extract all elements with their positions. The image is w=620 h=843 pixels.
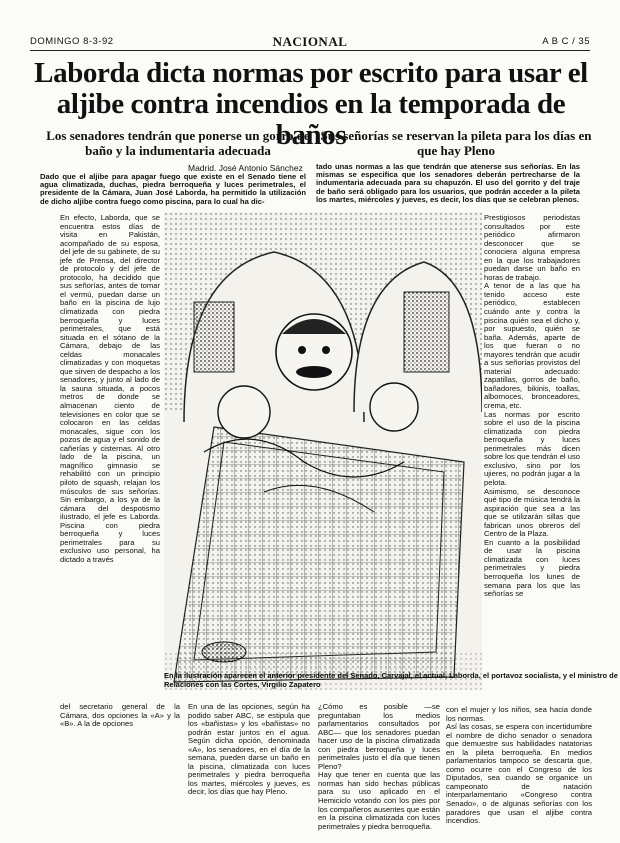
body-column-3: ¿Cómo es posible —se preguntaban los medios parlamentarios consultados por ABC— que los senadores puedan hacer uso de la piscina climatizada con piedra berroqueña y luces perimetrales justo el día que tienen Pleno? Hay que tener en cuenta que las normas han sido hechas públicas para su uso aplicado en el Hemiciclo votando con los pies por los compañeros ausentes que están en la piscina climatizada con luces perimetrales y piedra berroqueña. [318,702,441,831]
body-column-5: Prestigiosos periodistas consultados por este periódico afirmaron desconocer que se conociera alguna empresa en la que los trabajadores puedan darse un baño en horas de trabajo. A tenor de a las que ha tenido acceso este periódico, establecen cuándo ante y contra la piscina quién sea el dicho y, por supuesto, quién se baña. Además, aparte de los que fueran o no mayores tendrán que acudir a sus señorías provistos del material adecuado: zapatillas, gorros de baño, bañadores, bikinis, toallas, albornoces, bronceadores, crema, etc. Las normas por escrito sobre el uso de la piscina climatizada con piedra berroqueña y luces perimetrales más dicen sobre los que tendrán el uso exclusivo, sino por los ujieres, no podrán jugar a la pelota. Asimismo, se desconoce qué tipo de música tendrá la aspiración que sea a las que se utilizarán sillas que fabrican unos obreros del Centro de la Plaza. En cuanto a la posibilidad de usar la piscina climatizada con luces perimetrales y piedra berroqueña los lunes de semana para los que las señorías se [484,213,580,599]
section-title: NACIONAL [272,34,348,49]
deck-right: Sus señorías se reservan la pileta para los días en que hay Pleno [320,128,592,158]
body-column-4: con el mujer y los niños, sea hacia donde los normas. Así las cosas, se espera con incertidumbre el nombre de dicho senador o senadora que demuestre sus habilidades natatorias en la pileta berroqueña. En medios parlamentarios tampoco se descarta que, como ocurre con el Congreso de los Diputados, sea cuando se organice un campeonato de natación interparlamentario «Congreso contra Senado», o de algunas señorías con los paradores que usan el aljibe contra incendios. [446,705,592,826]
illustration [164,212,482,690]
deck-left: Los senadores tendrán que ponerse un gorro de baño y la indumentaria adecuada [46,128,310,158]
illustration-caption: En la ilustración aparecen el anterior presidente del Senado, Carvajal, el actual, Laborda, el portavoz socialista, y el ministro de Relaciones con las Cortes, Virgilio Zapatero [164,671,618,689]
byline: Madrid. José Antonio Sánchez [188,163,303,173]
body-column-1: En efecto, Laborda, que se encuentra estos días de visita en Pakistán, acompañado de su esposa, del jefe de su gabinete, de su jefe de Prensa, del director de protocolo y del jefe de protocolo, ha decidido que sus señorías, antes de tomar el vermú, puedan darse un baño en la piscina de lujo climatizada con piedra berroqueña y luces perimetrales, que está situada en el sótano de la Cámara, debajo de las celdas monacales climatizadas y con moquetas que sirven de despacho a los senadores, y junto al lado de la sauna situada, a pocos metros de donde se almacenan ciento de televisiones en color que se colocaron en las celdas monacales, sigue con los pozos de agua y el sonido de cañerías y cisternas. Al otro lado de la piscina, un magnífico gimnasio se rehabilitó con un principio piloto de squash, relajan los músculos de sus señorías. Sin embargo, a los ya de la cámara del despotismo ilustrado, el jefe es Laborda. Piscina con piedra berroqueña y luces perimetrales para su exclusivo uso personal, ha dictado a través [60,213,160,564]
body-column-1-end: del secretario general de la Cámara, dos opciones la «A» y la «B». A la de opciones [60,702,180,729]
page-number: A B C / 35 [542,36,590,47]
issue-date: DOMINGO 8-3-92 [30,36,114,47]
page-header [30,34,590,51]
lead-paragraph-right: tado unas normas a las que tendrán que atenerse sus señorías. En las mismas se especifica que los senadores deberán pertrecharse de la indumentaria adecuada para su chapuzón. El uso del gorrito y del traje de baño será obligado para los usuarios, que podrán acceder a la pileta los martes, miércoles y jueves, es decir, los días que se celebran plenos. [316,162,580,204]
headline-line-1: Laborda dicta normas por escrito para usar el [34,57,588,89]
cartoon-drawing [164,212,482,690]
headline-line-2: aljibe contra incendios en la temporada de baños [56,88,566,151]
body-column-2: En una de las opciones, según ha podido saber ABC, se estipula que los «bañistas» y los «bañistas» no podrán estar juntos en el agua. Según dicha opción, denominada «A», los senadores, en el día de la semana, pueden darse un baño en la piscina, climatizada con luces perimetrales y piedra berroqueña los martes, miércoles y jueves, es decir, los días que hay Pleno. [188,702,310,797]
lead-paragraph-left: Dado que el aljibe para apagar fuego que existe en el Senado tiene el agua climatizada, duchas, piedra berroqueña y luces perimetrales, el presidente de la Cámara, Juan José Laborda, ha permitido la utilización de dicho aljibe contra fuego como piscina, para lo cual ha dic- [40,172,306,206]
